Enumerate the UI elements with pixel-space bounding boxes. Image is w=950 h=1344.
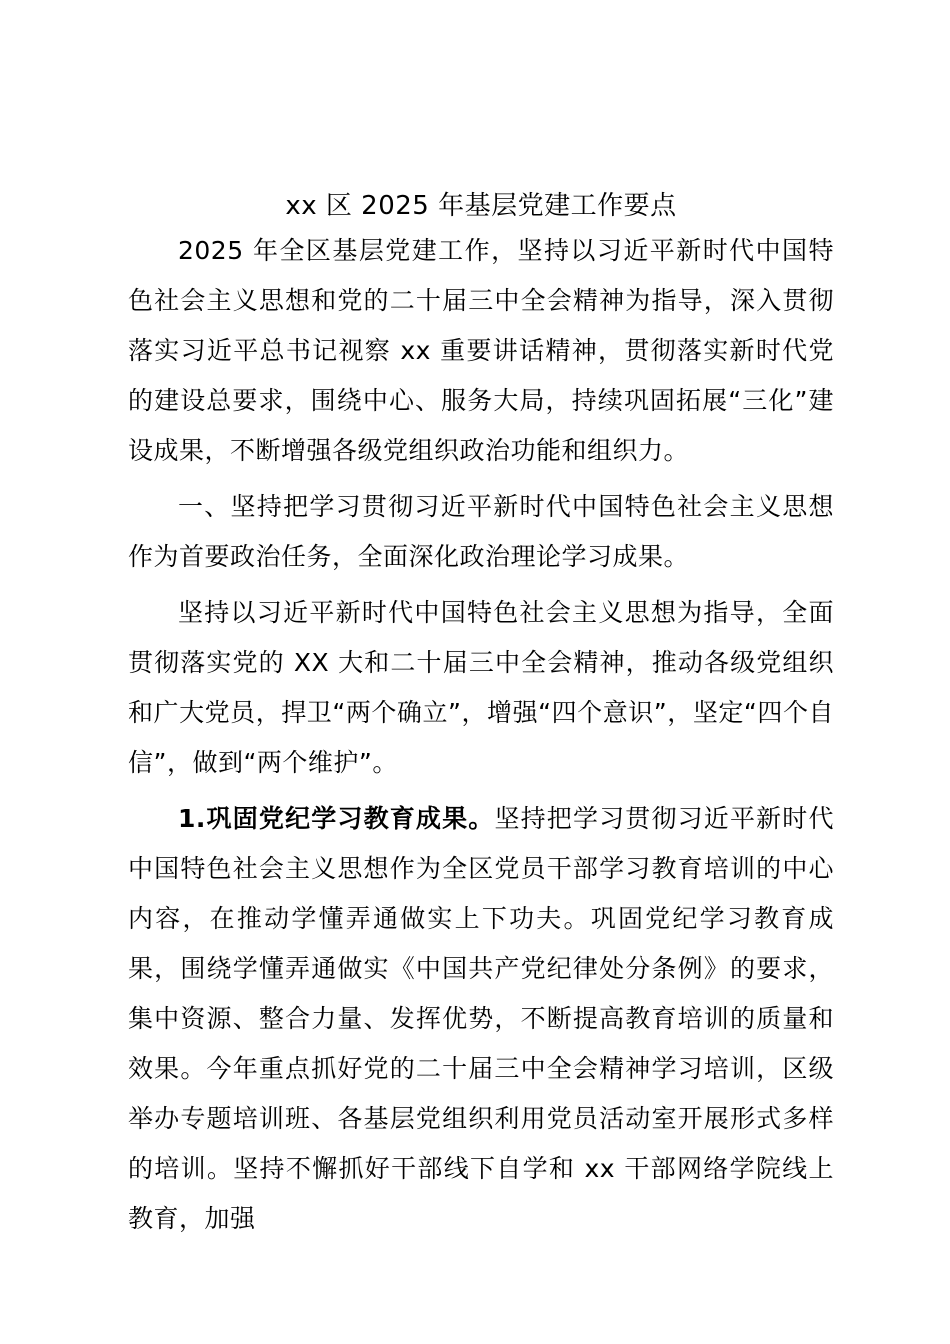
paragraph-intro [128,226,834,476]
paragraph-intro-text: 2025 年全区基层党建工作，坚持以习近平新时代中国特色社会主义思想和党的二十届三中全会精神为指导，深入贯彻落实习近平总书记视察 xx 重要讲话精神，贯彻落实新时代党的建设总要求，围绕中心、服务大局，持续巩固拓展“三化”建设成果，不断增强各级党组织政治功能和组织力。 [128,236,834,465]
paragraph-item-1-lead: 1.巩固党纪学习教育成果。 [178,804,495,833]
paragraph-item-1 [128,794,834,1244]
paragraph-section-1-body [128,588,834,788]
paragraph-section-1-heading-text: 一、坚持把学习贯彻习近平新时代中国特色社会主义思想作为首要政治任务，全面深化政治理论学习成果。 [128,492,834,571]
paragraph-section-1-heading [128,482,834,582]
document-title: xx 区 2025 年基层党建工作要点 [285,191,677,221]
document-page [128,186,834,1244]
paragraph-item-1-text: 坚持把学习贯彻习近平新时代中国特色社会主义思想作为全区党员干部学习教育培训的中心内容，在推动学懂弄通做实上下功夫。巩固党纪学习教育成果，围绕学懂弄通做实《中国共产党纪律处分条例》的要求，集中资源、整合力量、发挥优势，不断提高教育培训的质量和效果。今年重点抓好党的二十届三中全会精神学习培训，区级举办专题培训班、各基层党组织利用党员活动室开展形式多样的培训。坚持不懈抓好干部线下自学和 xx 干部网络学院线上教育，加强 [128,804,834,1233]
paragraph-section-1-body-text: 坚持以习近平新时代中国特色社会主义思想为指导，全面贯彻落实党的 XX 大和二十届三中全会精神，推动各级党组织和广大党员，捍卫“两个确立”，增强“四个意识”，坚定“四个自信”，做到“两个维护”。 [128,598,834,777]
